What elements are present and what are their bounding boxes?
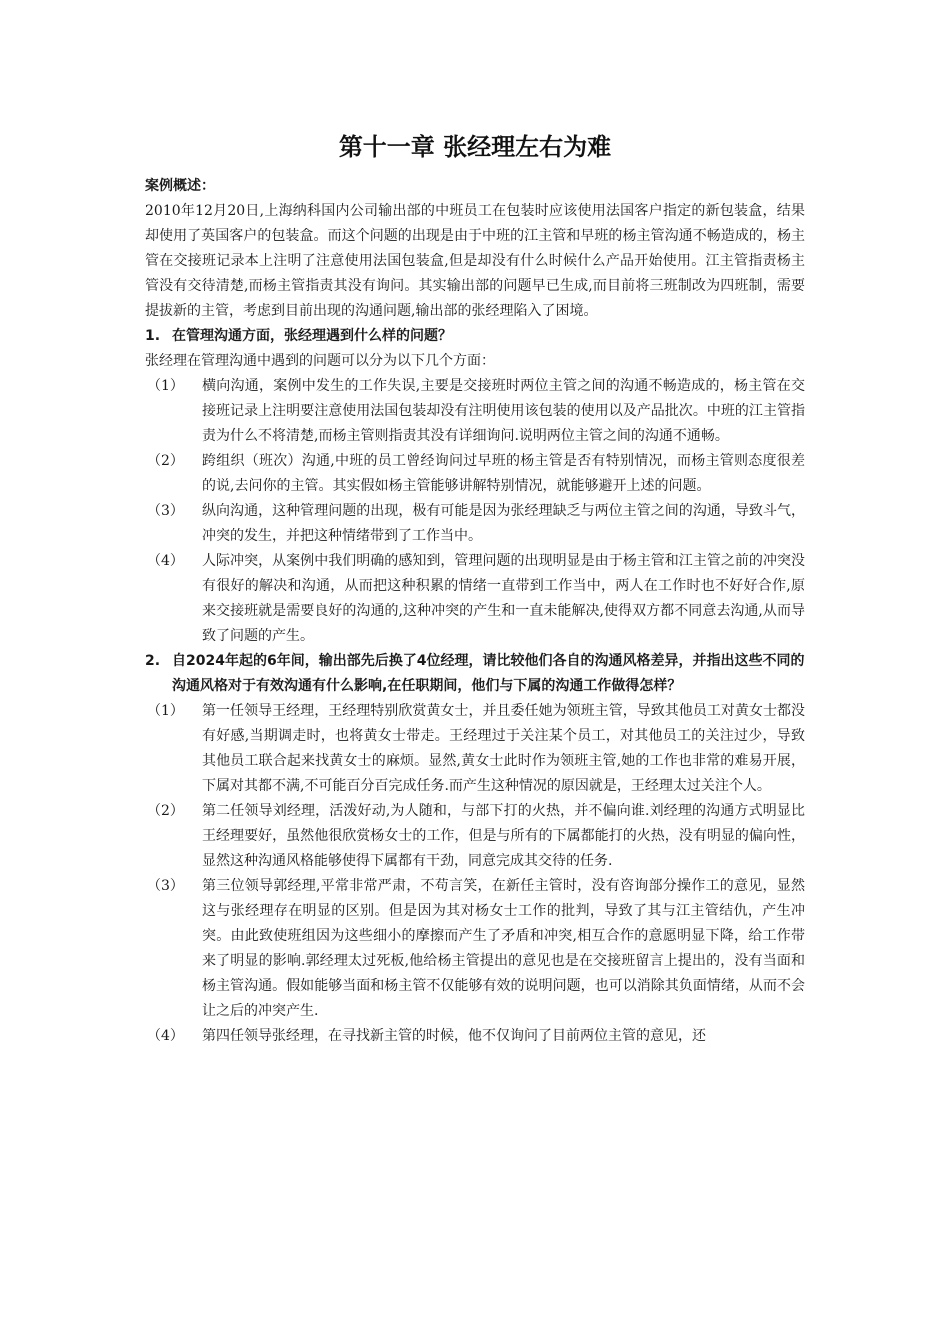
list-item: [145, 374, 805, 449]
item-text: 人际冲突，从案例中我们明确的感知到，管理问题的出现明显是由于杨主管和江主管之前的冲突没有很好的解决和沟通，从而把这种积累的情绪一直带到工作当中，两人在工作时也不好好合作,原来交接班就是需要良好的沟通的,这种冲突的产生和一直未能解决,使得双方都不同意去沟通,从而导致了问题的产生。: [202, 553, 805, 644]
summary-label: 案例概述：: [145, 178, 215, 194]
list-item: [145, 874, 805, 1024]
list-item: [145, 449, 805, 499]
list-item: [145, 699, 805, 799]
item-text: 第三位领导郭经理,平常非常严肃，不苟言笑，在新任主管时，没有咨询部分操作工的意见，显然这与张经理存在明显的区别。但是因为其对杨女士工作的批判，导致了其与江主管结仇，产生冲突。由此致使班组因为这些细小的摩擦而产生了矛盾和冲突,相互合作的意愿明显下降，给工作带来了明显的影响.郭经理太过死板,他给杨主管提出的意见也是在交接班留言上提出的，没有当面和杨主管沟通。假如能够当面和杨主管不仅能够有效的说明问题，也可以消除其负面情绪，从而不会让之后的冲突产生.: [202, 878, 805, 1019]
page-title: 第十一章 张经理左右为难: [338, 133, 612, 161]
item-text: 第一任领导王经理，王经理特别欣赏黄女士，并且委任她为领班主管，导致其他员工对黄女士都没有好感,当期调走时，也将黄女士带走。王经理过于关注某个员工，对其他员工的关注过少，导致其他员工联合起来找黄女士的麻烦。显然,黄女士此时作为领班主管,她的工作也非常的难易开展，下属对其都不满,不可能百分百完成任务.而产生这种情况的原因就是，王经理太过关注个人。: [202, 703, 805, 794]
question-text: 自2024年起的6年间，输出部先后换了4位经理，请比较他们各自的沟通风格差异，并指出这些不同的沟通风格对于有效沟通有什么影响,在任职期间，他们与下属的沟通工作做得怎样？: [172, 653, 805, 694]
item-number: （4）: [147, 553, 184, 569]
item-number: （1）: [147, 703, 184, 719]
section-intro: 张经理在管理沟通中遇到的问题可以分为以下几个方面：: [145, 353, 495, 369]
item-text: 跨组织（班次）沟通,中班的员工曾经询问过早班的杨主管是否有特别情况，而杨主管则态度很差的说,去问你的主管。其实假如杨主管能够讲解特别情况，就能够避开上述的问题。: [202, 453, 805, 494]
item-number: （3）: [147, 503, 184, 519]
question-number: 1.: [145, 328, 161, 344]
item-text: 纵向沟通，这种管理问题的出现，极有可能是因为张经理缺乏与两位主管之间的沟通，导致斗气，冲突的发生，并把这种情绪带到了工作当中。: [202, 503, 805, 544]
question-1: [145, 324, 805, 349]
question-2: [145, 649, 805, 699]
item-number: （3）: [147, 878, 184, 894]
item-text: 第四任领导张经理，在寻找新主管的时候，他不仅询问了目前两位主管的意见，还: [202, 1028, 706, 1044]
summary-text: 2010年12月20日,上海纳科国内公司输出部的中班员工在包装时应该使用法国客户指定的新包装盒，结果却使用了英国客户的包装盒。而这个问题的出现是由于中班的江主管和早班的杨主管沟通不畅造成的，杨主管在交接班记录本上注明了注意使用法国包装盒,但是却没有什么时候什么产品开始使用。江主管指责杨主管没有交待清楚,而杨主管指责其没有询问。其实输出部的问题早已生成,而目前将三班制改为四班制，需要提拔新的主管，考虑到目前出现的沟通问题,输出部的张经理陷入了困境。: [145, 203, 805, 319]
section-2: [145, 649, 805, 1049]
list-item: [145, 1024, 805, 1049]
section-1: [145, 324, 805, 649]
item-number: （1）: [147, 378, 184, 394]
list-item: [145, 799, 805, 874]
list-item: [145, 499, 805, 549]
question-text: 在管理沟通方面，张经理遇到什么样的问题？: [172, 328, 452, 344]
item-text: 第二任领导刘经理，活泼好动,为人随和，与部下打的火热，并不偏向谁.刘经理的沟通方式明显比王经理要好，虽然他很欣赏杨女士的工作，但是与所有的下属都能打的火热，没有明显的偏向性，显然这种沟通风格能够使得下属都有干劲，同意完成其交待的任务.: [202, 803, 805, 869]
list-item: [145, 549, 805, 649]
question-number: 2.: [145, 653, 161, 669]
item-number: （2）: [147, 803, 184, 819]
item-number: （4）: [147, 1028, 184, 1044]
item-number: （2）: [147, 453, 184, 469]
item-text: 横向沟通，案例中发生的工作失误,主要是交接班时两位主管之间的沟通不畅造成的，杨主管在交接班记录上注明要注意使用法国包装却没有注明使用该包装的使用以及产品批次。中班的江主管指责为什么不将清楚,而杨主管则指责其没有详细询问.说明两位主管之间的沟通不通畅。: [202, 378, 805, 444]
